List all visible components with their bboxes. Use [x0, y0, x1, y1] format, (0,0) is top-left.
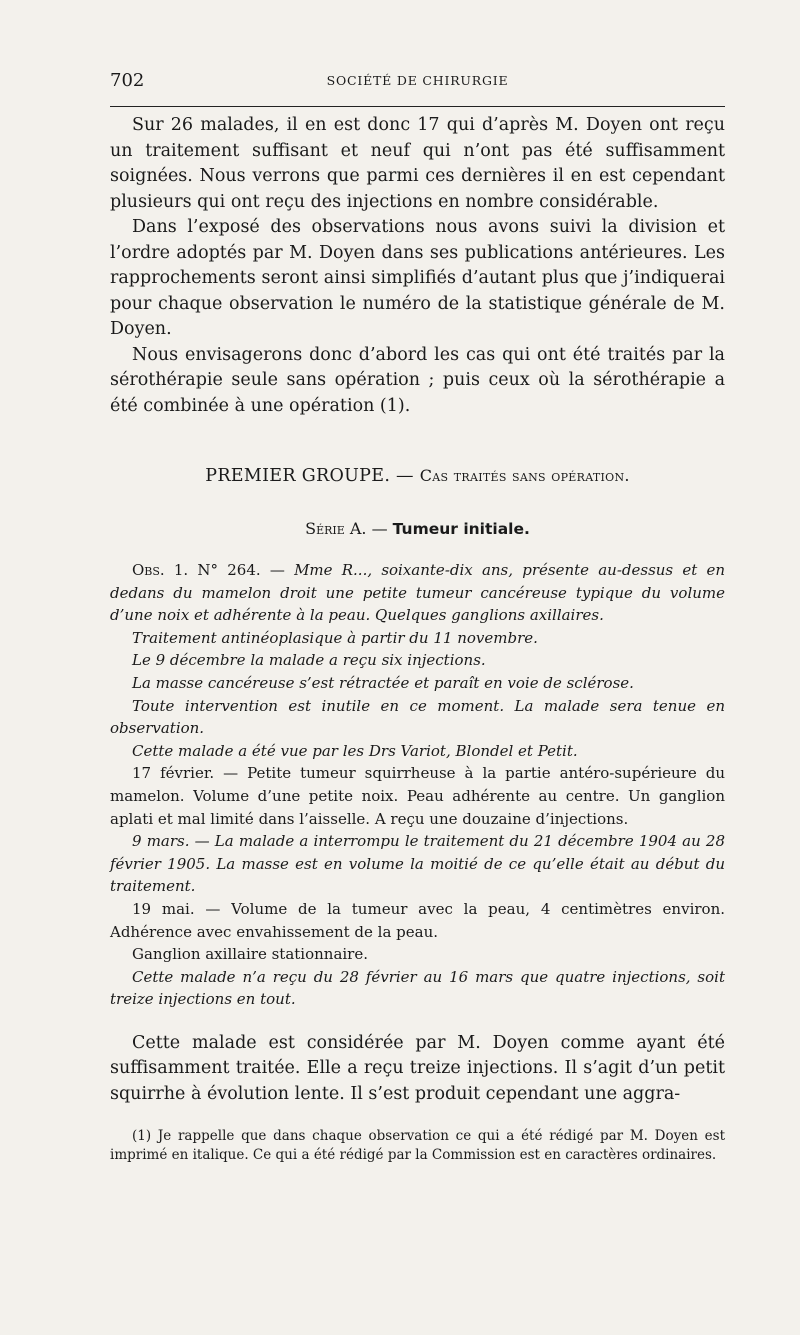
- running-title: SOCIÉTÉ DE CHIRURGIE: [326, 73, 509, 88]
- observation-line: Toute intervention est inutile en ce moment. La malade sera tenue en observation.: [110, 696, 725, 738]
- series-title: Tumeur initiale.: [392, 520, 530, 538]
- observation-line: Ganglion axillaire stationnaire.: [132, 945, 368, 964]
- footnote-text: (1) Je rappelle que dans chaque observation ce qui a été rédigé par M. Doyen est imprimé en italique. Ce qui a été rédigé par la Commission est en caractères ordinaires.: [110, 1128, 725, 1164]
- running-head: [110, 68, 725, 94]
- observation-line: Cette malade n’a reçu du 28 février au 16 mars que quatre injections, soit treize injections en tout.: [110, 967, 725, 1009]
- series-label: Série A. —: [305, 519, 388, 538]
- observation-block: [110, 559, 725, 1011]
- observation-line: Le 9 décembre la malade a reçu six injections.: [132, 651, 486, 670]
- footnote: [110, 1127, 725, 1165]
- book-page: [110, 68, 725, 1165]
- observation-line: Traitement antinéoplasique à partir du 11 novembre.: [132, 628, 538, 647]
- observation-line: Cette malade a été vue par les Drs Variot, Blondel et Petit.: [132, 741, 578, 760]
- conclusion-section: [110, 1031, 725, 1108]
- paragraph: Sur 26 malades, il en est donc 17 qui d’après M. Doyen ont reçu un traitement suffisant et neuf qui n’ont pas été suffisamment soignées. Nous verrons que parmi ces dernières il en est cependant plusieurs qui ont reçu des injections en nombre considérable.: [110, 115, 725, 212]
- group-heading-main: PREMIER GROUPE. —: [205, 466, 414, 486]
- group-heading-sub: Cas traités sans opération.: [419, 466, 630, 485]
- series-heading: [110, 517, 725, 541]
- observation-line: 9 mars. — La malade a interrompu le traitement du 21 décembre 1904 au 28 février 1905. La masse est en volume la moitié de ce qu’elle était au début du traitement.: [110, 832, 725, 896]
- observation-ref: Obs. 1. N° 264. —: [132, 561, 285, 579]
- observation-line: 19 mai. — Volume de la tumeur avec la peau, 4 centimètres environ. Adhérence avec envahissement de la peau.: [110, 899, 725, 941]
- paragraph: Nous envisagerons donc d’abord les cas qui ont été traités par la sérothérapie seule sans opération ; puis ceux où la sérothérapie a été combinée à une opération (1).: [110, 344, 725, 416]
- header-rule: [110, 106, 725, 107]
- page-number: 702: [110, 70, 145, 91]
- group-heading: [110, 463, 725, 489]
- intro-section: [110, 113, 725, 419]
- observation-line: 17 février. — Petite tumeur squirrheuse à la partie antéro-supérieure du mamelon. Volume d’une petite noix. Peau adhérente au centre. Un ganglion aplati et mal limité dans l’aisselle. A reçu une douzaine d’injections.: [110, 764, 725, 828]
- observation-patient: Mme R..., soixante-dix ans, présente au-dessus et en dedans du mamelon droit une petite tumeur cancéreuse typique du volume d’une noix et adhérente à la peau. Quelques ganglions axillaires.: [110, 561, 725, 625]
- observation-line: La masse cancéreuse s’est rétractée et paraît en voie de sclérose.: [132, 673, 634, 692]
- conclusion-paragraph: Cette malade est considérée par M. Doyen comme ayant été suffisamment traitée. Elle a reçu treize injections. Il s’agit d’un petit squirrhe à évolution lente. Il s’est produit cependant une aggra-: [110, 1032, 725, 1104]
- paragraph: Dans l’exposé des observations nous avons suivi la division et l’ordre adoptés par M. Doyen dans ses publications antérieures. Les rapprochements seront ainsi simplifiés d’autant plus que j’indiquerai pour chaque observation le numéro de la statistique générale de M. Doyen.: [110, 217, 725, 339]
- observation-opening: [110, 559, 725, 627]
